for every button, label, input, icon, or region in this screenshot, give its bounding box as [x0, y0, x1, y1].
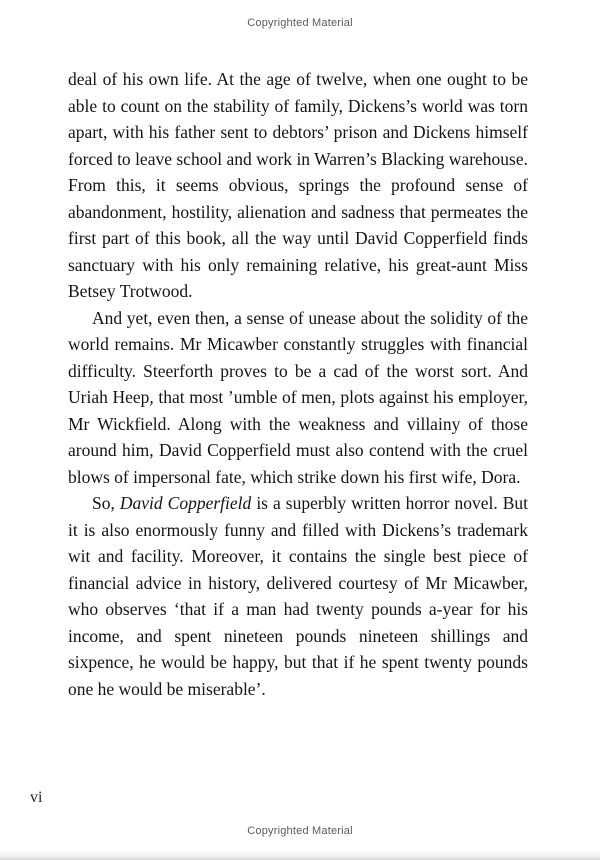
copyright-notice-bottom: Copyrighted Material [247, 825, 353, 837]
paragraph-text: And yet, even then, a sense of unease about the solidity of the world remains. Mr Micawber constantly struggles with financial difficulty. Steerforth proves to be a cad of the worst sort. And Uriah Heep, that most ’umble of men, plots against his employer, Mr Wickfield. Along with the weakness and villainy of those around him, David Copperfield must also contend with the cruel blows of impersonal fate, which strike down his first wife, Dora. [68, 307, 528, 487]
paragraph-text: deal of his own life. At the age of twelve, when one ought to be able to count on the stability of family, Dickens’s world was torn apart, with his father sent to debtors’ prison and Dickens himself forced to leave school and work in Warren’s Blacking warehouse. From this, it seems obvious, springs the profound sense of abandonment, hostility, alienation and sadness that permeates the first part of this book, all the way until David Copperfield finds sanctuary with his only remaining relative, his great-aunt Miss Betsey Trotwood. [68, 69, 528, 301]
copyright-notice-top: Copyrighted Material [247, 17, 353, 29]
paragraph [68, 305, 528, 491]
paragraph-text: So, [92, 493, 120, 513]
paragraph [68, 66, 528, 305]
paragraph-text: is a superbly written horror novel. But it is also enormously funny and filled with Dickens’s trademark wit and facility. Moreover, it contains the single best piece of financial advice in history, delivered courtesy of Mr Micawber, who observes ‘that if a man had twenty pounds a-year for his income, and spent nineteen pounds nineteen shillings and sixpence, he would be happy, but that if he spent twenty pounds one he would be miserable’. [68, 493, 529, 699]
page-number: vi [30, 789, 43, 806]
book-title-italic: David Copperfield [119, 493, 252, 513]
body-text-block [68, 66, 528, 702]
paragraph [68, 490, 528, 702]
page-curl-shadow [0, 850, 600, 860]
